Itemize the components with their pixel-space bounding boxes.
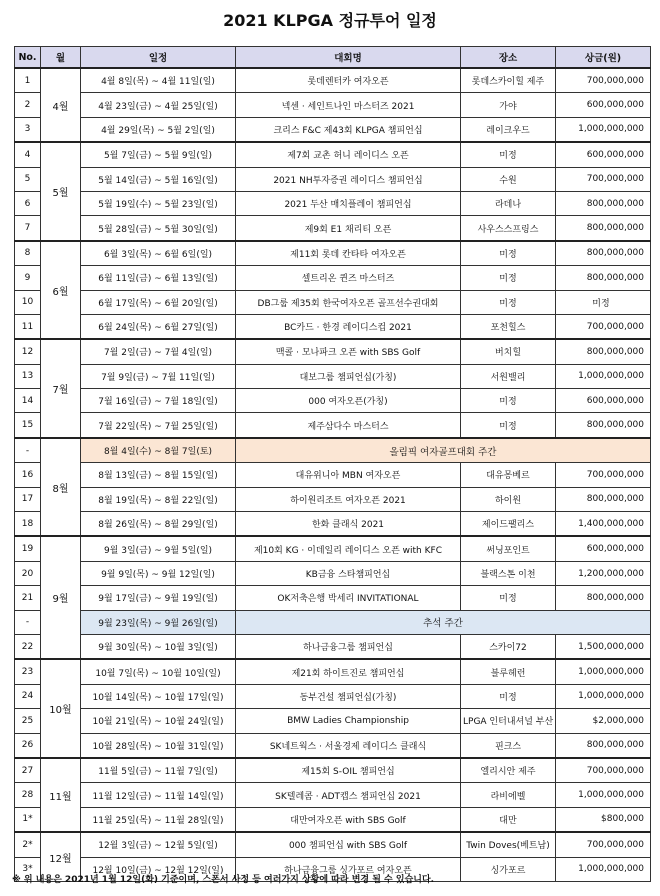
- cell-tournament: 2021 NH투자증권 레이디스 챔피언십: [236, 167, 461, 191]
- cell-venue: 제이드팰리스: [461, 512, 556, 537]
- cell-tournament: 제15회 S-OIL 챔피언십: [236, 758, 461, 783]
- cell-schedule: 9월 9일(목) ~ 9월 12일(일): [81, 561, 236, 585]
- cell-schedule: 4월 8일(목) ~ 4월 11일(일): [81, 68, 236, 93]
- cell-tournament: 000 여자오픈(가칭): [236, 389, 461, 413]
- cell-no: 22: [15, 634, 41, 659]
- cell-prize: 600,000,000: [556, 93, 651, 117]
- cell-prize: 700,000,000: [556, 758, 651, 783]
- cell-prize: 600,000,000: [556, 536, 651, 561]
- cell-no: 1: [15, 68, 41, 93]
- cell-tournament: DB그룹 제35회 한국여자오픈 골프선수권대회: [236, 290, 461, 314]
- cell-tournament: 제7회 교촌 허니 레이디스 오픈: [236, 142, 461, 167]
- table-row: [15, 659, 651, 684]
- cell-venue: 서원밸리: [461, 364, 556, 388]
- cell-prize: 1,200,000,000: [556, 561, 651, 585]
- cell-schedule: 12월 3일(금) ~ 12월 5일(일): [81, 832, 236, 857]
- cell-prize: 800,000,000: [556, 413, 651, 438]
- cell-month: 11월: [41, 758, 81, 832]
- cell-prize: 1,000,000,000: [556, 117, 651, 142]
- cell-prize: 600,000,000: [556, 142, 651, 167]
- cell-prize: 700,000,000: [556, 68, 651, 93]
- cell-schedule: 10월 21일(목) ~ 10월 24일(일): [81, 709, 236, 733]
- cell-prize: 1,000,000,000: [556, 659, 651, 684]
- cell-prize: 800,000,000: [556, 216, 651, 241]
- cell-venue: 롯데스카이힐 제주: [461, 68, 556, 93]
- cell-no: 21: [15, 586, 41, 610]
- cell-no: 23: [15, 659, 41, 684]
- cell-tournament: 대유위니아 MBN 여자오픈: [236, 463, 461, 487]
- cell-tournament: 맥콜 · 모나파크 오픈 with SBS Golf: [236, 339, 461, 364]
- cell-no: 2*: [15, 832, 41, 857]
- cell-no: 20: [15, 561, 41, 585]
- cell-tournament: 크리스 F&C 제43회 KLPGA 챔피언십: [236, 117, 461, 142]
- cell-no: 11: [15, 314, 41, 339]
- table-row: [15, 733, 651, 758]
- cell-tournament: BC카드 · 한경 레이디스컵 2021: [236, 314, 461, 339]
- cell-prize: 800,000,000: [556, 191, 651, 215]
- cell-tournament: 제21회 하이트진로 챔피언십: [236, 659, 461, 684]
- cell-schedule: 11월 5일(금) ~ 11월 7일(일): [81, 758, 236, 783]
- footnote: ※ 위 내용은 2021년 1월 12일(화) 기준이며, 스폰서 사정 등 여러가지 상황에 따라 변경 될 수 있습니다.: [12, 875, 435, 885]
- cell-prize: 1,000,000,000: [556, 684, 651, 708]
- header-no: No.: [15, 47, 41, 69]
- cell-tournament: 제주삼다수 마스터스: [236, 413, 461, 438]
- cell-schedule: 11월 25일(목) ~ 11월 28일(일): [81, 807, 236, 832]
- cell-venue: 라비에벨: [461, 783, 556, 807]
- cell-tournament: SK텔레콤 · ADT캡스 챔피언십 2021: [236, 783, 461, 807]
- cell-prize: 800,000,000: [556, 339, 651, 364]
- table-row: [15, 512, 651, 537]
- table-row: [15, 364, 651, 388]
- cell-schedule: 6월 11일(금) ~ 6월 13일(일): [81, 266, 236, 290]
- cell-tournament: 제9회 E1 채리티 오픈: [236, 216, 461, 241]
- cell-no: 18: [15, 512, 41, 537]
- table-row: [15, 389, 651, 413]
- cell-prize: 700,000,000: [556, 463, 651, 487]
- cell-venue: 미정: [461, 586, 556, 610]
- cell-tournament: BMW Ladies Championship: [236, 709, 461, 733]
- table-row: [15, 142, 651, 167]
- table-row: [15, 290, 651, 314]
- cell-no: 27: [15, 758, 41, 783]
- cell-venue: 미정: [461, 241, 556, 266]
- cell-note-merged: 추석 주간: [236, 610, 651, 634]
- cell-schedule: 9월 17일(금) ~ 9월 19일(일): [81, 586, 236, 610]
- cell-no: 6: [15, 191, 41, 215]
- cell-no: 25: [15, 709, 41, 733]
- header-venue: 장소: [461, 47, 556, 69]
- cell-tournament: 하나금융그룹 싱가포르 여자오픈: [236, 857, 461, 881]
- table-row: [15, 536, 651, 561]
- cell-no: 3*: [15, 857, 41, 881]
- cell-tournament: 대보그룹 챔피언십(가칭): [236, 364, 461, 388]
- cell-no: 14: [15, 389, 41, 413]
- cell-tournament: 동부건설 챔피언십(가칭): [236, 684, 461, 708]
- cell-no: 17: [15, 487, 41, 511]
- cell-venue: 미정: [461, 413, 556, 438]
- cell-venue: 가야: [461, 93, 556, 117]
- cell-tournament: 넥센 · 세인트나인 마스터즈 2021: [236, 93, 461, 117]
- cell-tournament: KB금융 스타챔피언십: [236, 561, 461, 585]
- cell-no: 8: [15, 241, 41, 266]
- cell-venue: 미정: [461, 266, 556, 290]
- table-row: [15, 241, 651, 266]
- cell-schedule: 8월 19일(목) ~ 8월 22일(일): [81, 487, 236, 511]
- table-row: [15, 487, 651, 511]
- table-row: [15, 634, 651, 659]
- cell-month: 6월: [41, 241, 81, 340]
- cell-venue: LPGA 인터내셔널 부산: [461, 709, 556, 733]
- cell-venue: 미정: [461, 684, 556, 708]
- cell-no: 28: [15, 783, 41, 807]
- cell-no: 24: [15, 684, 41, 708]
- table-row: [15, 684, 651, 708]
- cell-prize: 800,000,000: [556, 733, 651, 758]
- cell-schedule: 5월 14일(금) ~ 5월 16일(일): [81, 167, 236, 191]
- cell-schedule: 8월 4일(수) ~ 8월 7일(토): [81, 438, 236, 463]
- cell-prize: 1,500,000,000: [556, 634, 651, 659]
- table-row: [15, 561, 651, 585]
- cell-schedule: 7월 16일(금) ~ 7월 18일(일): [81, 389, 236, 413]
- table-row: [15, 807, 651, 832]
- cell-schedule: 12월 10일(금) ~ 12월 12일(일): [81, 857, 236, 881]
- cell-venue: 엘리시안 제주: [461, 758, 556, 783]
- cell-schedule: 9월 30일(목) ~ 10월 3일(일): [81, 634, 236, 659]
- cell-prize: 700,000,000: [556, 167, 651, 191]
- table-row: [15, 191, 651, 215]
- header-tournament: 대회명: [236, 47, 461, 69]
- cell-tournament: 제11회 롯데 칸타타 여자오픈: [236, 241, 461, 266]
- table-row: [15, 832, 651, 857]
- cell-no: 1*: [15, 807, 41, 832]
- cell-no: 5: [15, 167, 41, 191]
- cell-no: -: [15, 438, 41, 463]
- cell-schedule: 4월 23일(금) ~ 4월 25일(일): [81, 93, 236, 117]
- cell-note-merged: 올림픽 여자골프대회 주간: [236, 438, 651, 463]
- cell-schedule: 10월 7일(목) ~ 10월 10일(일): [81, 659, 236, 684]
- cell-venue: 수원: [461, 167, 556, 191]
- cell-prize: 1,000,000,000: [556, 857, 651, 881]
- header-row: [15, 47, 651, 69]
- cell-no: 13: [15, 364, 41, 388]
- cell-schedule: 10월 14일(목) ~ 10월 17일(일): [81, 684, 236, 708]
- cell-tournament: 제10회 KG · 이데일리 레이디스 오픈 with KFC: [236, 536, 461, 561]
- table-row: [15, 339, 651, 364]
- cell-prize: 800,000,000: [556, 241, 651, 266]
- cell-no: 12: [15, 339, 41, 364]
- cell-no: 7: [15, 216, 41, 241]
- cell-tournament: 하나금융그룹 챔피언십: [236, 634, 461, 659]
- table-row: [15, 68, 651, 93]
- header-schedule: 일정: [81, 47, 236, 69]
- header-month: 월: [41, 47, 81, 69]
- cell-month: 7월: [41, 339, 81, 438]
- cell-month: 5월: [41, 142, 81, 241]
- cell-tournament: 롯데렌터카 여자오픈: [236, 68, 461, 93]
- cell-no: 9: [15, 266, 41, 290]
- table-row: [15, 783, 651, 807]
- cell-month: 9월: [41, 536, 81, 659]
- table-row: [15, 709, 651, 733]
- cell-prize: $800,000: [556, 807, 651, 832]
- table-row: [15, 413, 651, 438]
- cell-prize: 600,000,000: [556, 389, 651, 413]
- cell-tournament: 한화 클래식 2021: [236, 512, 461, 537]
- cell-venue: 미정: [461, 290, 556, 314]
- cell-venue: 사우스스프링스: [461, 216, 556, 241]
- cell-venue: 스카이72: [461, 634, 556, 659]
- cell-prize: 1,000,000,000: [556, 364, 651, 388]
- table-row: [15, 266, 651, 290]
- cell-schedule: 6월 24일(목) ~ 6월 27일(일): [81, 314, 236, 339]
- cell-schedule: 6월 17일(목) ~ 6월 20일(일): [81, 290, 236, 314]
- cell-venue: 하이원: [461, 487, 556, 511]
- cell-tournament: SK네트웍스 · 서울경제 레이디스 클래식: [236, 733, 461, 758]
- cell-tournament: OK저축은행 박세리 INVITATIONAL: [236, 586, 461, 610]
- cell-no: 2: [15, 93, 41, 117]
- schedule-body: [15, 68, 651, 881]
- cell-schedule: 4월 29일(목) ~ 5월 2일(일): [81, 117, 236, 142]
- table-row-special: [15, 438, 651, 463]
- cell-tournament: 대만여자오픈 with SBS Golf: [236, 807, 461, 832]
- cell-no: 15: [15, 413, 41, 438]
- table-row: [15, 758, 651, 783]
- cell-schedule: 9월 23일(목) ~ 9월 26일(일): [81, 610, 236, 634]
- cell-tournament: 000 챔피언십 with SBS Golf: [236, 832, 461, 857]
- cell-no: 4: [15, 142, 41, 167]
- header-prize: 상금(원): [556, 47, 651, 69]
- schedule-table: [14, 46, 651, 882]
- cell-month: 8월: [41, 438, 81, 537]
- cell-venue: 블랙스톤 이천: [461, 561, 556, 585]
- cell-no: 19: [15, 536, 41, 561]
- table-row: [15, 586, 651, 610]
- cell-prize: 1,000,000,000: [556, 783, 651, 807]
- table-row: [15, 314, 651, 339]
- cell-venue: 핀크스: [461, 733, 556, 758]
- cell-prize: 700,000,000: [556, 832, 651, 857]
- cell-prize: $2,000,000: [556, 709, 651, 733]
- cell-schedule: 5월 7일(금) ~ 5월 9일(일): [81, 142, 236, 167]
- table-row: [15, 117, 651, 142]
- cell-schedule: 8월 26일(목) ~ 8월 29일(일): [81, 512, 236, 537]
- cell-venue: 라데나: [461, 191, 556, 215]
- cell-prize: 800,000,000: [556, 487, 651, 511]
- cell-tournament: 2021 두산 매치플레이 챔피언십: [236, 191, 461, 215]
- page-title: 2021 KLPGA 정규투어 일정: [223, 11, 437, 30]
- cell-schedule: 7월 9일(금) ~ 7월 11일(일): [81, 364, 236, 388]
- cell-month: 12월: [41, 832, 81, 881]
- cell-prize: 800,000,000: [556, 266, 651, 290]
- cell-prize: 700,000,000: [556, 314, 651, 339]
- cell-schedule: 7월 22일(목) ~ 7월 25일(일): [81, 413, 236, 438]
- cell-prize: 800,000,000: [556, 586, 651, 610]
- cell-venue: 미정: [461, 389, 556, 413]
- cell-tournament: 셀트리온 퀸즈 마스터즈: [236, 266, 461, 290]
- cell-schedule: 5월 19일(수) ~ 5월 23일(일): [81, 191, 236, 215]
- table-row-special: [15, 610, 651, 634]
- cell-no: 26: [15, 733, 41, 758]
- cell-schedule: 5월 28일(금) ~ 5월 30일(일): [81, 216, 236, 241]
- cell-venue: 포천힐스: [461, 314, 556, 339]
- cell-schedule: 11월 12일(금) ~ 11월 14일(일): [81, 783, 236, 807]
- cell-schedule: 8월 13일(금) ~ 8월 15일(일): [81, 463, 236, 487]
- cell-venue: 레이크우드: [461, 117, 556, 142]
- cell-venue: Twin Doves(베트남): [461, 832, 556, 857]
- cell-schedule: 10월 28일(목) ~ 10월 31일(일): [81, 733, 236, 758]
- cell-no: 16: [15, 463, 41, 487]
- cell-venue: 싱가포르: [461, 857, 556, 881]
- cell-schedule: 9월 3일(금) ~ 9월 5일(일): [81, 536, 236, 561]
- cell-venue: 대유몽베르: [461, 463, 556, 487]
- table-row: [15, 93, 651, 117]
- cell-month: 4월: [41, 68, 81, 142]
- table-row: [15, 167, 651, 191]
- cell-venue: 블루헤런: [461, 659, 556, 684]
- cell-venue: 미정: [461, 142, 556, 167]
- cell-no: 3: [15, 117, 41, 142]
- cell-schedule: 7월 2일(금) ~ 7월 4일(일): [81, 339, 236, 364]
- cell-venue: 대만: [461, 807, 556, 832]
- cell-prize: 1,400,000,000: [556, 512, 651, 537]
- cell-venue: 버치힐: [461, 339, 556, 364]
- cell-month: 10월: [41, 659, 81, 758]
- cell-tournament: 하이원리조트 여자오픈 2021: [236, 487, 461, 511]
- cell-prize: 미정: [556, 290, 651, 314]
- cell-venue: 써닝포인트: [461, 536, 556, 561]
- cell-no: -: [15, 610, 41, 634]
- cell-schedule: 6월 3일(목) ~ 6월 6일(일): [81, 241, 236, 266]
- table-row: [15, 216, 651, 241]
- table-row: [15, 463, 651, 487]
- cell-no: 10: [15, 290, 41, 314]
